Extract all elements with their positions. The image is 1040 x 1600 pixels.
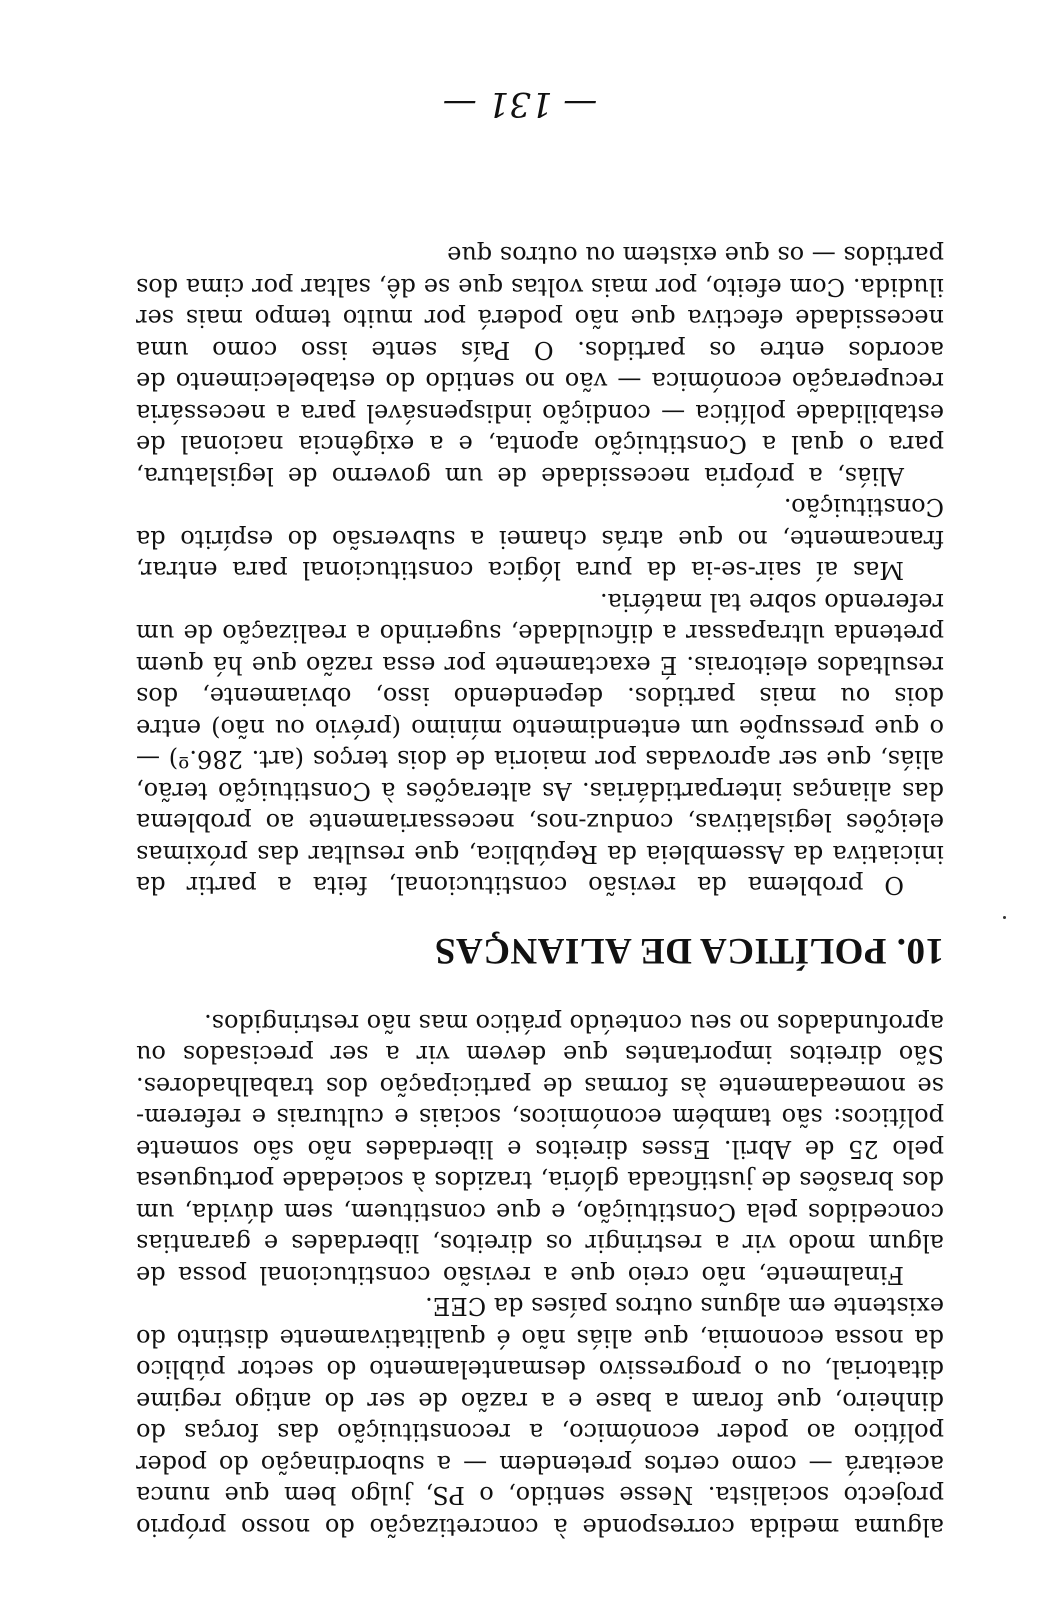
page-body xyxy=(136,239,944,1542)
section-title: 10. POLÍTICA DE ALIANÇAS xyxy=(434,930,944,972)
paragraph-2: Finalmente, não creio que a revisão constitucional possa de algum modo vir a restringir os direitos, liberdades e garantias concedidos pela Constituição, e que constituem, sem dúvida, um dos brasões de justificada glória, trazidos à sociedade portuguesa pelo 25 de Abril. Esses direitos e liberdades não são somente políticos: são também económicos, sociais e culturais e referem-se nomeadamente às formas de participação dos trabalhadores. São direitos importantes que devem vir a ser precisados ou aprofundados no seu conteúdo prático mas não restringidos. xyxy=(136,1009,944,1289)
paragraph-3: O problema da revisão constitucional, feita a partir da iniciativa da Assembleia da República, que resultar das próximas eleições legislativas, conduz-nos, necessariamente ao problema das alianças interpartidárias. As alterações à Constituição terão, aliás, que ser aprovadas por maioria de dois terços (art. 286.º) — o que pressupõe um entendimento mínimo (prévio ou não) entre dois ou mais partidos. dependendo isso, obviamente, dos resultados eleitorais. É exactamente por essa razão que há quem pretenda ultrapassar a dificuldade, sugerindo a realização de um referendo sobre tal matéria. xyxy=(136,588,944,900)
paragraph-1: alguma medida corresponde à concretização do nosso próprio projecto socialista. Nesse sentido, o PS, julgo bem que nunca aceitará — como certos pretendem — a subordinação do poder político ao poder económico, a reconstituição das forças do dinheiro, que foram a base e a razão de ser do antigo regime ditatorial, ou o progressivo desmantelamento do sector público da nossa economia, que aliás não é qualitativamente distinto do existente em alguns outros países da CEE. xyxy=(136,1292,944,1541)
page-number: — 131 — xyxy=(442,84,598,124)
paragraph-5: Aliás, a própria necessidade de um governo de legislatura, para o qual a Constituição aponta, e a exigência nacional de estabilidade política — condição indispensável para a necessária recuperação económica — vão no sentido do estabelecimento de acordos entre os partidos. O País sente isso como uma necessidade efectiva que não poderá por muito tempo mais ser iludida. Com efeito, por mais voltas que se dê, saltar por cima dos partidos — os que existem ou outros que xyxy=(136,241,944,490)
paragraph-4: Mas aí sair-se-ia da pura lógica constitucional para entrar, francamente, no que atrás chamei a subversão do espírito da Constituição. xyxy=(136,493,944,585)
scan-speck xyxy=(1003,916,1006,919)
